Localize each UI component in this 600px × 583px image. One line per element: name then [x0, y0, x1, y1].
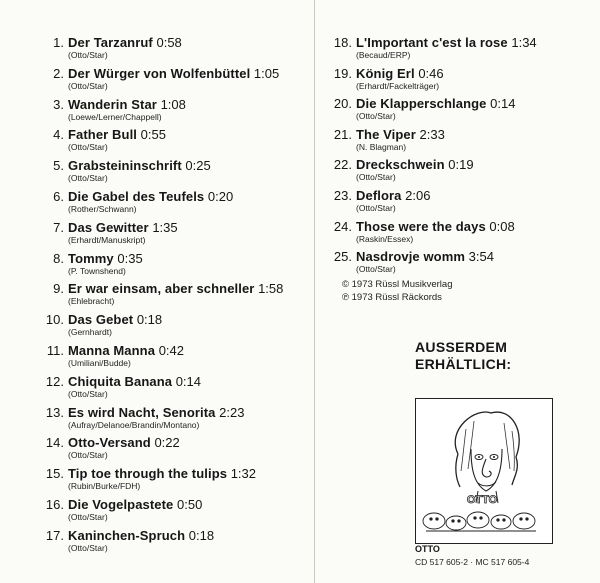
track-number: 7. — [53, 219, 64, 235]
copyright-line-publishing: © 1973 Rüssl Musikverlag — [342, 279, 453, 290]
track-entry — [42, 312, 283, 343]
track-line — [42, 127, 283, 142]
track-line — [42, 374, 283, 389]
column-divider — [314, 0, 315, 583]
copyright-line-recording: ℗ 1973 Rüssl Räckords — [342, 292, 442, 303]
track-credit: (Otto/Star) — [68, 173, 108, 184]
catalog-numbers: CD 517 605-2 · MC 517 605-4 — [415, 557, 530, 567]
track-title: Tommy — [68, 250, 114, 266]
track-line — [42, 66, 283, 81]
track-entry — [42, 281, 283, 312]
track-line — [42, 497, 283, 512]
track-number: 10. — [45, 312, 64, 328]
track-number: 15. — [45, 466, 64, 482]
track-credit: (Aufray/Delanoe/Brandin/Montano) — [68, 419, 200, 430]
track-line — [42, 189, 283, 204]
track-number: 21. — [333, 126, 352, 142]
track-number: 24. — [333, 218, 352, 234]
track-number: 3. — [53, 96, 64, 112]
tracklist-right-column — [330, 35, 537, 280]
track-title: Er war einsam, aber schneller — [68, 281, 255, 297]
track-title: Those were the days — [356, 218, 486, 234]
track-duration: 0:46 — [418, 65, 444, 81]
track-credit: (Erhardt/Manuskript) — [68, 234, 146, 245]
track-entry — [330, 96, 537, 127]
track-line — [330, 188, 537, 203]
copyright-notice — [342, 278, 453, 304]
track-number: 17. — [45, 527, 64, 543]
track-title: The Viper — [356, 126, 416, 142]
track-duration: 2:23 — [219, 404, 245, 420]
track-duration: 0:14 — [175, 373, 202, 389]
track-line — [330, 35, 537, 50]
track-title: Grabsteininschrift — [68, 158, 182, 174]
track-entry — [330, 66, 537, 97]
track-entry — [42, 66, 283, 97]
track-title: Die Klapperschlange — [356, 96, 487, 112]
track-title: Father Bull — [68, 127, 137, 143]
track-credit: (Rother/Schwann) — [68, 203, 137, 214]
track-credit: (Otto/Star) — [68, 542, 108, 553]
track-title: L'Important c'est la rose — [356, 35, 508, 50]
track-number: 18. — [333, 35, 352, 50]
otto-caricature-illustration — [416, 399, 552, 543]
track-credit: (Rubin/Burke/FDH) — [68, 481, 141, 492]
track-number: 23. — [333, 187, 352, 203]
track-entry — [330, 127, 537, 158]
track-duration: 0:08 — [489, 218, 515, 234]
track-number: 9. — [53, 281, 64, 297]
also-available-line1: AUSSERDEM — [415, 339, 508, 355]
track-title: Kaninchen-Spruch — [68, 527, 186, 543]
track-duration: 0:25 — [185, 158, 211, 174]
track-number: 13. — [45, 404, 64, 420]
track-number: 1. — [53, 35, 64, 50]
track-title: Das Gebet — [68, 312, 134, 328]
track-credit: (Otto/Star) — [356, 172, 396, 183]
track-entry — [42, 35, 283, 66]
track-duration: 1:34 — [511, 35, 537, 50]
track-entry — [42, 189, 283, 220]
track-title: Es wird Nacht, Senorita — [68, 404, 216, 420]
track-credit: (Loewe/Lerner/Chappell) — [68, 111, 162, 122]
track-duration: 0:55 — [140, 127, 166, 143]
track-credit: (Erhardt/Fackelträger) — [356, 80, 440, 91]
track-title: Deflora — [356, 187, 402, 203]
track-number: 19. — [333, 65, 352, 81]
track-entry — [330, 35, 537, 66]
also-available-heading — [415, 339, 511, 373]
track-entry — [42, 127, 283, 158]
track-credit: (Umiliani/Budde) — [68, 357, 131, 368]
track-entry — [330, 219, 537, 250]
track-entry — [42, 343, 283, 374]
track-line — [42, 405, 283, 420]
track-title: Der Tarzanruf — [68, 35, 153, 50]
track-title: König Erl — [356, 65, 415, 81]
tracklist-left-column — [42, 35, 283, 559]
track-credit: (Otto/Star) — [68, 50, 108, 60]
track-duration: 0:58 — [156, 35, 182, 50]
track-duration: 3:54 — [468, 249, 494, 265]
track-entry — [42, 435, 283, 466]
track-title: Die Vogelpastete — [68, 496, 174, 512]
otto-logo-text: OTTO — [466, 494, 498, 506]
track-line — [42, 312, 283, 327]
track-number: 22. — [333, 157, 352, 173]
track-title: Das Gewitter — [68, 219, 149, 235]
track-duration: 2:06 — [405, 187, 431, 203]
track-duration: 0:22 — [154, 435, 180, 451]
track-credit: (N. Blagman) — [356, 141, 407, 152]
track-credit: (Ehlebracht) — [68, 296, 115, 307]
track-entry — [42, 528, 283, 559]
track-duration: 1:08 — [160, 96, 186, 112]
track-number: 2. — [53, 65, 64, 81]
track-number: 12. — [45, 373, 64, 389]
track-entry — [330, 249, 537, 280]
track-number: 16. — [45, 496, 64, 512]
track-line — [42, 466, 283, 481]
track-title: Otto-Versand — [68, 435, 151, 451]
track-duration: 0:19 — [448, 157, 474, 173]
track-entry — [42, 497, 283, 528]
track-duration: 0:50 — [177, 496, 203, 512]
track-credit: (Gernhardt) — [68, 327, 112, 338]
track-number: 8. — [53, 250, 64, 266]
track-credit: (Otto/Star) — [68, 511, 108, 522]
track-credit: (Otto/Star) — [68, 80, 108, 91]
track-title: Dreckschwein — [356, 157, 445, 173]
track-duration: 1:05 — [253, 65, 280, 81]
track-credit: (P. Townshend) — [68, 265, 126, 276]
track-entry — [42, 405, 283, 436]
track-title: Wanderin Star — [68, 96, 157, 112]
track-title: Der Würger von Wolfenbüttel — [68, 65, 251, 81]
track-duration: 0:18 — [136, 312, 163, 328]
track-title: Chiquita Banana — [68, 373, 173, 389]
track-entry — [42, 466, 283, 497]
track-line — [330, 157, 537, 172]
track-duration: 1:35 — [152, 219, 178, 235]
track-duration: 0:18 — [188, 527, 215, 543]
track-line — [42, 97, 283, 112]
track-number: 25. — [333, 249, 352, 265]
track-credit: (Otto/Star) — [68, 142, 108, 153]
track-duration: 0:35 — [117, 250, 143, 266]
track-credit: (Otto/Star) — [356, 111, 396, 122]
track-entry — [330, 188, 537, 219]
track-line — [42, 220, 283, 235]
track-entry — [42, 220, 283, 251]
track-duration: 1:58 — [258, 281, 284, 297]
track-entry — [42, 97, 283, 128]
track-duration: 1:32 — [230, 466, 257, 482]
track-line — [42, 343, 283, 358]
track-title: Manna Manna — [68, 342, 156, 358]
track-credit: (Otto/Star) — [68, 450, 108, 461]
track-line — [42, 158, 283, 173]
track-title: Die Gabel des Teufels — [68, 188, 205, 204]
track-entry — [42, 158, 283, 189]
track-entry — [42, 251, 283, 282]
featured-album-title: OTTO — [415, 544, 440, 554]
track-line — [42, 435, 283, 450]
track-line — [42, 528, 283, 543]
album-cover-thumbnail — [415, 398, 553, 544]
also-available-line2: ERHÄLTLICH: — [415, 356, 512, 372]
track-duration: 2:33 — [419, 126, 445, 142]
track-line — [330, 66, 537, 81]
track-number: 4. — [53, 127, 64, 143]
track-title: Tip toe through the tulips — [68, 466, 228, 482]
track-line — [330, 127, 537, 142]
track-number: 5. — [53, 158, 64, 174]
track-credit: (Otto/Star) — [68, 388, 108, 399]
track-line — [42, 281, 283, 296]
track-line — [330, 249, 537, 264]
track-entry — [42, 374, 283, 405]
track-number: 11. — [46, 342, 64, 358]
track-duration: 0:14 — [490, 96, 516, 112]
track-number: 6. — [53, 188, 64, 204]
track-credit: (Raskin/Essex) — [356, 233, 414, 244]
track-line — [42, 35, 283, 50]
track-entry — [330, 157, 537, 188]
track-duration: 0:20 — [207, 188, 234, 204]
track-line — [330, 96, 537, 111]
track-duration: 0:42 — [158, 342, 184, 358]
track-line — [42, 251, 283, 266]
track-credit: (Otto/Star) — [356, 264, 396, 275]
track-number: 20. — [333, 96, 352, 112]
track-credit: (Otto/Star) — [356, 202, 396, 213]
track-credit: (Becaud/ERP) — [356, 50, 411, 60]
track-number: 14. — [45, 435, 64, 451]
track-title: Nasdrovje womm — [356, 249, 466, 265]
track-line — [330, 219, 537, 234]
